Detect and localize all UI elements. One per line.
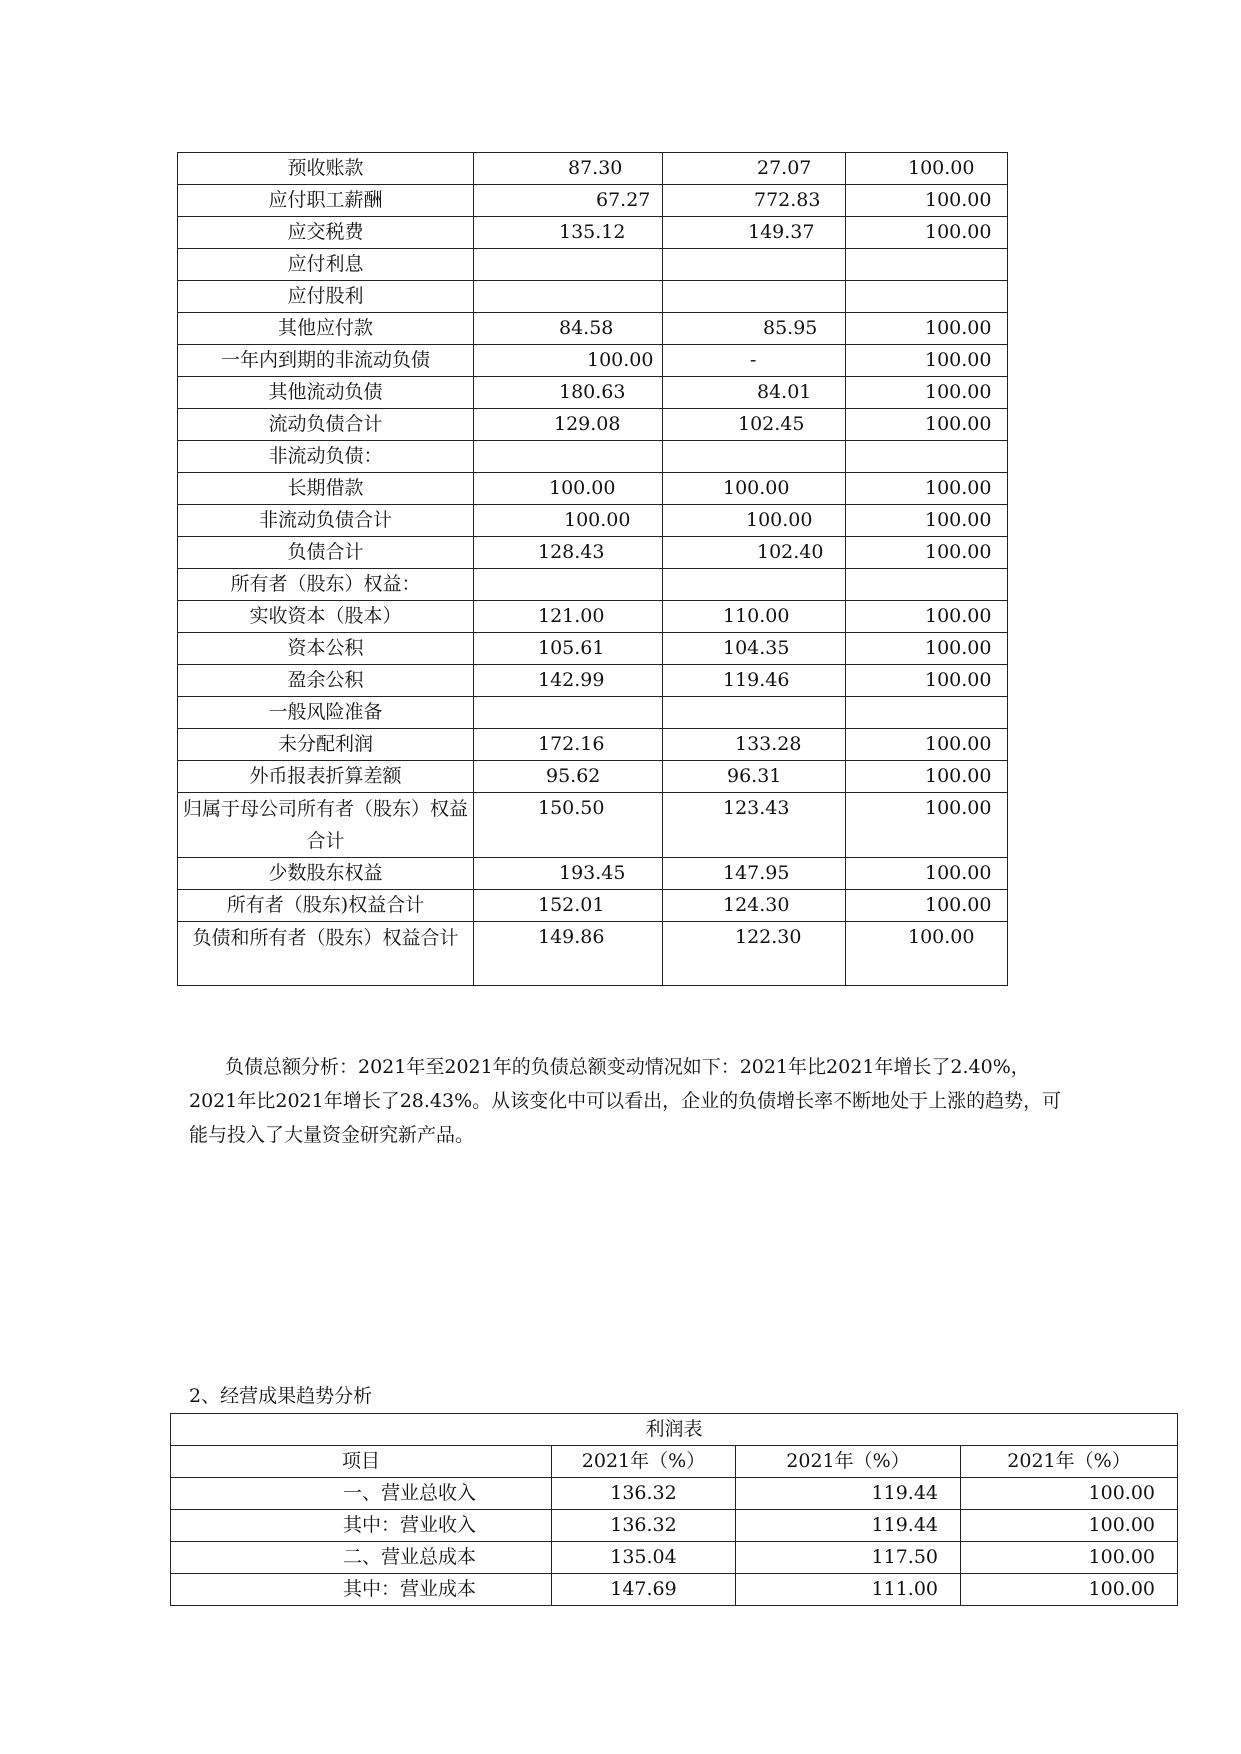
cell-value: 100.00 xyxy=(908,157,975,179)
cell-value: 129.08 xyxy=(554,413,621,435)
table-row xyxy=(178,858,1008,890)
table-row xyxy=(178,922,1008,986)
cell-value: 124.30 xyxy=(723,894,790,916)
cell-value: 150.50 xyxy=(538,797,605,819)
cell-value: 121.00 xyxy=(538,605,605,627)
balance-sheet-table xyxy=(177,152,1008,986)
cell-value: 100.00 xyxy=(587,349,654,371)
cell-value: 100.00 xyxy=(961,1510,1178,1542)
cell-value: 100.00 xyxy=(925,669,992,691)
cell-value: 149.37 xyxy=(748,221,815,243)
cell-value: 117.50 xyxy=(736,1542,961,1574)
profit-table xyxy=(170,1413,1178,1606)
row-label: 其他流动负债 xyxy=(178,377,474,409)
cell-value: 100.00 xyxy=(961,1574,1178,1606)
cell-value: 67.27 xyxy=(596,189,651,211)
cell-value: 136.32 xyxy=(552,1478,736,1510)
table-row xyxy=(171,1542,1178,1574)
table-row xyxy=(178,697,1008,729)
table-header-row xyxy=(171,1446,1178,1478)
table-row xyxy=(178,505,1008,537)
table-row xyxy=(178,153,1008,185)
cell-value: 110.00 xyxy=(723,605,790,627)
cell-value: 193.45 xyxy=(559,862,626,884)
cell-value: 180.63 xyxy=(559,381,626,403)
table-row xyxy=(178,569,1008,601)
table-row xyxy=(178,409,1008,441)
cell-value: 128.43 xyxy=(538,541,605,563)
cell-value: 100.00 xyxy=(746,509,813,531)
table-title: 利润表 xyxy=(171,1414,1178,1446)
cell-value: 100.00 xyxy=(925,637,992,659)
cell-value: 105.61 xyxy=(538,637,605,659)
cell-value: - xyxy=(750,349,757,371)
cell-value: 85.95 xyxy=(763,317,818,339)
row-label: 其中：营业成本 xyxy=(171,1574,552,1606)
row-label: 所有者（股东）权益： xyxy=(178,569,474,601)
cell-value: 172.16 xyxy=(538,733,605,755)
row-label: 预收账款 xyxy=(178,153,474,185)
cell-value: 136.32 xyxy=(552,1510,736,1542)
cell-value: 100.00 xyxy=(549,477,616,499)
cell-value: 100.00 xyxy=(925,477,992,499)
cell-value: 149.86 xyxy=(538,926,605,948)
cell-value: 122.30 xyxy=(735,926,802,948)
cell-value: 100.00 xyxy=(925,221,992,243)
table-row xyxy=(171,1478,1178,1510)
row-label: 盈余公积 xyxy=(178,665,474,697)
table-row xyxy=(178,761,1008,793)
row-label: 外币报表折算差额 xyxy=(178,761,474,793)
cell-value: 133.28 xyxy=(735,733,802,755)
table-row xyxy=(178,633,1008,665)
cell-value: 100.00 xyxy=(925,894,992,916)
cell-value: 123.43 xyxy=(723,797,790,819)
row-label: 负债合计 xyxy=(178,537,474,569)
row-label: 一般风险准备 xyxy=(178,697,474,729)
row-label: 未分配利润 xyxy=(178,729,474,761)
cell-value: 119.44 xyxy=(736,1510,961,1542)
cell-value: 147.95 xyxy=(723,862,790,884)
table-row xyxy=(171,1574,1178,1606)
row-label: 其中：营业收入 xyxy=(171,1510,552,1542)
row-label: 流动负债合计 xyxy=(178,409,474,441)
cell-value: 100.00 xyxy=(564,509,631,531)
balance-sheet-body xyxy=(178,153,1008,986)
cell-value: 100.00 xyxy=(925,862,992,884)
liability-analysis-section xyxy=(189,1050,1069,1152)
cell-value: 119.46 xyxy=(723,669,790,691)
cell-value: 135.12 xyxy=(559,221,626,243)
cell-value: 84.01 xyxy=(757,381,812,403)
cell-value: 84.58 xyxy=(559,317,614,339)
cell-value: 147.69 xyxy=(552,1574,736,1606)
row-label: 负债和所有者（股东）权益合计 xyxy=(178,922,474,986)
row-label: 实收资本（股本） xyxy=(178,601,474,633)
row-label: 非流动负债合计 xyxy=(178,505,474,537)
row-label: 资本公积 xyxy=(178,633,474,665)
table-row xyxy=(178,185,1008,217)
row-label: 其他应付款 xyxy=(178,313,474,345)
column-header: 2021年（%） xyxy=(736,1446,961,1478)
cell-value: 27.07 xyxy=(757,157,812,179)
table-row xyxy=(178,601,1008,633)
row-label: 少数股东权益 xyxy=(178,858,474,890)
cell-value: 102.45 xyxy=(738,413,805,435)
cell-value: 100.00 xyxy=(925,605,992,627)
cell-value: 100.00 xyxy=(908,926,975,948)
table-title-row xyxy=(171,1414,1178,1446)
cell-value: 100.00 xyxy=(925,765,992,787)
row-label: 一、营业总收入 xyxy=(171,1478,552,1510)
table-row xyxy=(178,313,1008,345)
column-header: 项目 xyxy=(171,1446,552,1478)
column-header: 2021年（%） xyxy=(961,1446,1178,1478)
cell-value: 100.00 xyxy=(925,797,992,819)
row-label: 非流动负债： xyxy=(178,441,474,473)
cell-value: 102.40 xyxy=(757,541,824,563)
cell-value: 100.00 xyxy=(961,1542,1178,1574)
cell-value: 100.00 xyxy=(723,477,790,499)
table-row xyxy=(178,890,1008,922)
cell-value: 100.00 xyxy=(925,189,992,211)
table-row xyxy=(178,729,1008,761)
cell-value: 95.62 xyxy=(546,765,601,787)
table-row xyxy=(178,217,1008,249)
row-label: 长期借款 xyxy=(178,473,474,505)
row-label: 二、营业总成本 xyxy=(171,1542,552,1574)
cell-value: 100.00 xyxy=(925,509,992,531)
table-row xyxy=(178,377,1008,409)
cell-value: 152.01 xyxy=(538,894,605,916)
cell-value: 100.00 xyxy=(961,1478,1178,1510)
cell-value: 135.04 xyxy=(552,1542,736,1574)
cell-value: 119.44 xyxy=(736,1478,961,1510)
cell-value: 111.00 xyxy=(736,1574,961,1606)
table-row xyxy=(178,249,1008,281)
row-label: 归属于母公司所有者（股东）权益合计 xyxy=(178,793,474,858)
cell-value: 100.00 xyxy=(925,317,992,339)
table-row xyxy=(178,345,1008,377)
cell-value: 100.00 xyxy=(925,381,992,403)
table-row xyxy=(178,793,1008,858)
cell-value: 100.00 xyxy=(925,541,992,563)
table-row xyxy=(171,1510,1178,1542)
cell-value: 100.00 xyxy=(925,733,992,755)
row-label: 一年内到期的非流动负债 xyxy=(178,345,474,377)
table-row xyxy=(178,473,1008,505)
table-row xyxy=(178,441,1008,473)
cell-value: 142.99 xyxy=(538,669,605,691)
row-label: 应付股利 xyxy=(178,281,474,313)
cell-value: 100.00 xyxy=(925,349,992,371)
cell-value: 104.35 xyxy=(723,637,790,659)
row-label: 应交税费 xyxy=(178,217,474,249)
column-header: 2021年（%） xyxy=(552,1446,736,1478)
cell-value: 772.83 xyxy=(754,189,821,211)
row-label: 应付利息 xyxy=(178,249,474,281)
analysis-paragraph: 负债总额分析：2021年至2021年的负债总额变动情况如下：2021年比2021年增长了2.40%，2021年比2021年增长了28.43%。从该变化中可以看出，企业的负债增长率不断地处于上涨的趋势，可能与投入了大量资金研究新产品。 xyxy=(189,1056,1062,1146)
section-heading: 2、经营成果趋势分析 xyxy=(189,1385,373,1407)
cell-value: 100.00 xyxy=(925,413,992,435)
table-row xyxy=(178,537,1008,569)
row-label: 应付职工薪酬 xyxy=(178,185,474,217)
row-label: 所有者（股东)权益合计 xyxy=(178,890,474,922)
table-row xyxy=(178,665,1008,697)
cell-value: 87.30 xyxy=(568,157,623,179)
table-row xyxy=(178,281,1008,313)
cell-value: 96.31 xyxy=(727,765,782,787)
